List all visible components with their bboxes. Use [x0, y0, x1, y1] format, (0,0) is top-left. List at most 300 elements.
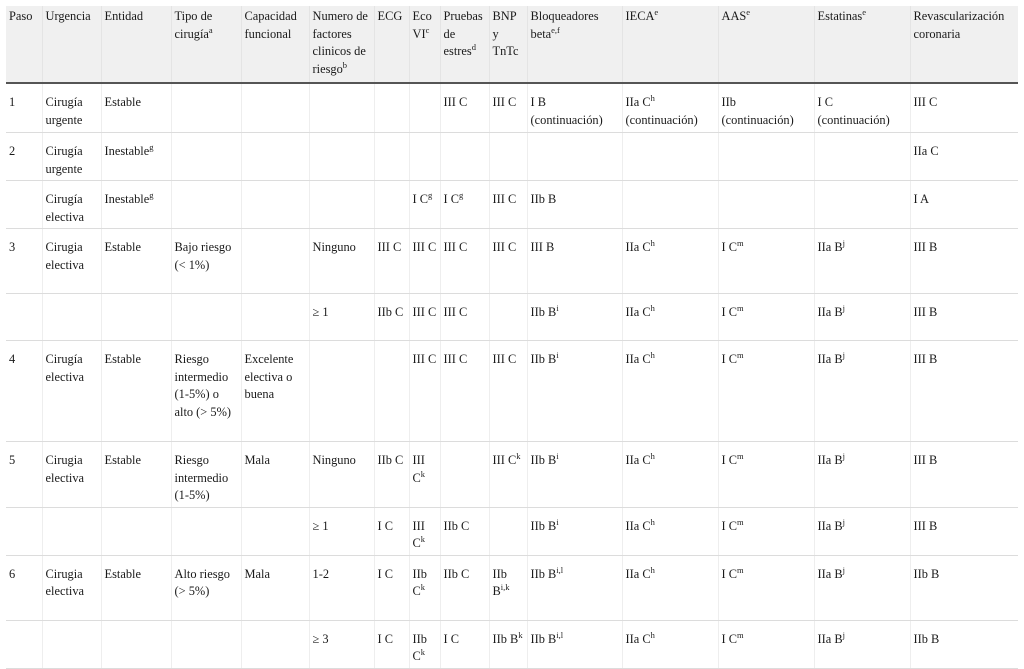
footnote-marker: h [650, 350, 655, 360]
cell-text: ≥ 1 [312, 518, 329, 533]
cell-text: IIb (continuación) [721, 95, 794, 127]
footnote-marker: g [428, 190, 433, 200]
table-cell [622, 229, 718, 294]
cell-text: IIa C [625, 518, 651, 533]
footnote-marker: e,f [551, 24, 560, 35]
table-cell [489, 181, 527, 229]
table-row [6, 555, 1018, 620]
table-cell [489, 294, 527, 341]
cell-text: III B [913, 240, 938, 254]
table-cell [171, 555, 241, 620]
table-cell [718, 294, 814, 341]
table-cell [910, 181, 1018, 229]
table-cell [718, 620, 814, 668]
cell-text: IIa B [817, 566, 843, 581]
table-cell [409, 341, 440, 442]
table-row [6, 341, 1018, 442]
footnote-marker: i [556, 516, 559, 527]
table-cell [440, 620, 489, 668]
cell-text: IIb B [530, 192, 557, 206]
cell-text: III C [443, 95, 468, 109]
footnote-marker: k [420, 647, 426, 657]
cell-text: IIb B [530, 305, 557, 319]
cell-text: III C [412, 305, 437, 319]
footnote-marker: h [650, 516, 655, 527]
cell-text: IIa C [625, 352, 651, 366]
table-cell [171, 229, 241, 294]
cell-text: Estable [104, 240, 141, 254]
cell-text: 4 [9, 352, 16, 366]
cell-text: IIb B [530, 566, 557, 581]
table-cell [309, 83, 374, 133]
table-cell [374, 341, 409, 442]
table-cell [718, 442, 814, 508]
footnote-marker: m [737, 451, 744, 461]
cell-text: Estable [104, 352, 141, 366]
cell-text: Tipo de cirugía [174, 9, 213, 41]
cell-text: III C [913, 95, 938, 109]
recommendations-table [6, 6, 1018, 669]
table-cell [622, 181, 718, 229]
table-cell [374, 555, 409, 620]
cell-text: ≥ 3 [312, 631, 329, 646]
cell-text: 6 [9, 566, 16, 581]
cell-text: 2 [9, 144, 16, 158]
cell-text: IIb B [530, 453, 557, 467]
cell-text: IIa B [817, 453, 843, 467]
cell-text: Urgencia [45, 9, 91, 23]
table-cell [910, 555, 1018, 620]
table-cell [101, 442, 171, 508]
table-cell [409, 294, 440, 341]
cell-text: III C [412, 453, 425, 485]
column-header [622, 6, 718, 83]
cell-text: IIa B [817, 305, 843, 319]
cell-text: Excelente electiva o buena [244, 352, 294, 401]
cell-text: Paso [9, 9, 33, 23]
table-cell [309, 294, 374, 341]
table-cell [374, 294, 409, 341]
table-cell [814, 294, 910, 341]
table-cell [241, 181, 309, 229]
cell-text: IIa C [625, 631, 651, 646]
cell-text: Ninguno [312, 453, 356, 467]
cell-text: 1-2 [312, 566, 330, 581]
footnote-marker: h [650, 238, 655, 248]
cell-text: Alto riesgo (> 5%) [174, 566, 230, 598]
table-cell [374, 620, 409, 668]
cell-text: I A [913, 192, 929, 206]
footnote-marker: j [842, 516, 845, 527]
table-cell [409, 133, 440, 181]
table-cell [718, 181, 814, 229]
cell-text: III C [492, 240, 517, 254]
table-cell [814, 83, 910, 133]
table-cell [489, 133, 527, 181]
table-cell [910, 133, 1018, 181]
cell-text: I B (continuación) [530, 95, 603, 127]
cell-text: Mala [244, 566, 270, 581]
table-cell [241, 555, 309, 620]
cell-text: I C [377, 518, 393, 533]
table-cell [527, 507, 622, 555]
footnote-marker: j [842, 350, 845, 360]
table-cell [910, 507, 1018, 555]
footnote-marker: h [650, 629, 655, 640]
table-cell [910, 620, 1018, 668]
cell-text: Inestable [104, 144, 150, 158]
column-header [718, 6, 814, 83]
table-cell [718, 83, 814, 133]
table-cell [814, 133, 910, 181]
cell-text: IIa C [625, 95, 651, 109]
footnote-marker: m [737, 516, 744, 527]
table-cell [814, 181, 910, 229]
column-header [241, 6, 309, 83]
footnote-marker: h [650, 451, 655, 461]
cell-text: IIb B [913, 631, 940, 646]
table-cell [527, 133, 622, 181]
table-cell [241, 294, 309, 341]
cell-text: Riesgo intermedio (1-5%) o alto (> 5%) [174, 352, 232, 419]
table-cell [171, 83, 241, 133]
table-cell [241, 620, 309, 668]
cell-text: Cirugia electiva [45, 566, 85, 598]
cell-text: I C [377, 631, 393, 646]
cell-text: Mala [244, 453, 270, 467]
table-cell [101, 507, 171, 555]
table-cell [718, 341, 814, 442]
footnote-marker: h [650, 93, 655, 103]
table-cell [42, 229, 101, 294]
table-cell [171, 133, 241, 181]
table-cell [374, 442, 409, 508]
table-cell [309, 555, 374, 620]
cell-text: III C [492, 192, 517, 206]
table-cell [622, 341, 718, 442]
cell-text: I C [377, 566, 393, 581]
table-row [6, 83, 1018, 133]
table-cell [171, 442, 241, 508]
table-cell [622, 83, 718, 133]
table-cell [910, 294, 1018, 341]
cell-text: I C [412, 192, 428, 206]
table-cell [241, 341, 309, 442]
footnote-marker: e [862, 7, 867, 17]
footnote-marker: i [556, 350, 559, 360]
table-cell [409, 229, 440, 294]
table-cell [171, 181, 241, 229]
table-cell [622, 442, 718, 508]
table-cell [440, 181, 489, 229]
cell-text: IECA [625, 9, 655, 23]
cell-text: III C [443, 305, 468, 319]
cell-text: Inestable [104, 192, 150, 206]
table-cell [814, 620, 910, 668]
cell-text: III C [412, 352, 437, 366]
table-cell [171, 294, 241, 341]
table-row [6, 133, 1018, 181]
footnote-marker: h [650, 564, 655, 575]
cell-text: III C [443, 352, 468, 366]
cell-text: IIb B [530, 352, 557, 366]
footnote-marker: m [737, 350, 744, 360]
table-cell [527, 181, 622, 229]
cell-text: IIa B [817, 352, 843, 366]
table-body [6, 83, 1018, 668]
footnote-marker: m [737, 564, 744, 575]
table-cell [409, 442, 440, 508]
cell-text: IIb C [443, 566, 470, 581]
cell-text: IIa C [625, 566, 651, 581]
column-header [101, 6, 171, 83]
cell-text: I C [721, 518, 737, 533]
table-cell [489, 620, 527, 668]
table-cell [527, 229, 622, 294]
table-cell [718, 507, 814, 555]
cell-text: I C [443, 192, 459, 206]
cell-text: ECG [377, 9, 403, 23]
table-cell [527, 294, 622, 341]
footnote-marker: h [650, 303, 655, 313]
cell-text: III C [492, 352, 517, 366]
cell-text: 3 [9, 240, 16, 254]
cell-text: 5 [9, 453, 16, 467]
table-cell [241, 507, 309, 555]
table-cell [42, 181, 101, 229]
footnote-marker: d [471, 42, 476, 52]
table-cell [440, 442, 489, 508]
cell-text: Riesgo intermedio (1-5%) [174, 453, 229, 502]
table-cell [440, 341, 489, 442]
footnote-marker: m [737, 629, 744, 640]
cell-text: Cirugía electiva [45, 192, 85, 224]
cell-text: III C [492, 95, 517, 109]
cell-text: III B [913, 518, 938, 533]
table-cell [814, 442, 910, 508]
cell-text: I C [721, 352, 737, 366]
table-cell [6, 620, 42, 668]
cell-text: I C (continuación) [817, 95, 890, 127]
table-cell [409, 620, 440, 668]
table-row [6, 229, 1018, 294]
cell-text: I C [443, 631, 459, 646]
cell-text: III B [913, 305, 938, 319]
table-cell [718, 229, 814, 294]
table-cell [101, 555, 171, 620]
table-cell [489, 507, 527, 555]
cell-text: III B [913, 352, 938, 366]
cell-text: IIb C [443, 518, 470, 533]
table-row [6, 181, 1018, 229]
table-cell [42, 133, 101, 181]
cell-text: IIb C [377, 453, 404, 467]
cell-text: IIa C [625, 453, 651, 467]
table-cell [101, 341, 171, 442]
table-row [6, 442, 1018, 508]
table-cell [171, 341, 241, 442]
table-cell [6, 555, 42, 620]
table-cell [489, 83, 527, 133]
column-header [42, 6, 101, 83]
table-cell [440, 133, 489, 181]
cell-text: Capacidad funcional [244, 9, 297, 41]
cell-text: Cirugía urgente [45, 95, 83, 127]
footnote-marker: g [149, 190, 154, 200]
cell-text: Ninguno [312, 240, 356, 254]
cell-text: Bloqueadores beta [530, 9, 599, 41]
cell-text: BNP y TnTc [492, 9, 519, 58]
table-row [6, 620, 1018, 668]
table-cell [489, 229, 527, 294]
column-header [910, 6, 1018, 83]
cell-text: I C [721, 453, 737, 467]
footnote-marker: j [842, 564, 845, 575]
footnote-marker: e [654, 7, 659, 17]
table-cell [42, 442, 101, 508]
table-cell [42, 507, 101, 555]
table-cell [622, 133, 718, 181]
cell-text: III C [443, 240, 468, 254]
table-cell [374, 229, 409, 294]
table-cell [42, 294, 101, 341]
table-cell [622, 507, 718, 555]
cell-text: Eco VI [412, 9, 432, 41]
column-header [489, 6, 527, 83]
header-row [6, 6, 1018, 83]
table-cell [309, 341, 374, 442]
cell-text: IIa B [817, 631, 843, 646]
footnote-marker: i [556, 303, 559, 313]
table-cell [440, 555, 489, 620]
footnote-marker: j [842, 629, 845, 640]
table-cell [374, 181, 409, 229]
footnote-marker: g [459, 190, 464, 200]
footnote-marker: m [737, 238, 744, 248]
footnote-marker: a [208, 24, 213, 35]
table-cell [6, 442, 42, 508]
table-cell [814, 555, 910, 620]
table-cell [171, 620, 241, 668]
table-cell [489, 555, 527, 620]
table-cell [309, 442, 374, 508]
cell-text: IIa C [625, 305, 651, 319]
table-cell [374, 133, 409, 181]
cell-text: III C [377, 240, 402, 254]
footnote-marker: k [518, 629, 523, 640]
cell-text: IIb C [412, 631, 427, 663]
table-cell [101, 294, 171, 341]
cell-text: Estatinas [817, 9, 863, 23]
table-cell [910, 442, 1018, 508]
table-cell [241, 133, 309, 181]
cell-text: III C [412, 518, 425, 550]
table-cell [440, 83, 489, 133]
cell-text: III B [530, 240, 555, 254]
cell-text: Cirugía urgente [45, 144, 83, 176]
cell-text: III C [492, 453, 517, 467]
cell-text: IIa C [913, 144, 939, 158]
table-cell [309, 620, 374, 668]
cell-text: IIb B [492, 631, 519, 646]
cell-text: Numero de factores clinicos de riesgo [312, 9, 368, 76]
table-cell [309, 507, 374, 555]
cell-text: III B [913, 453, 938, 467]
table-cell [718, 133, 814, 181]
table-row [6, 507, 1018, 555]
cell-text: AAS [721, 9, 747, 23]
cell-text: Estable [104, 453, 141, 467]
column-header [814, 6, 910, 83]
cell-text: I C [721, 305, 737, 319]
column-header [171, 6, 241, 83]
footnote-marker: j [842, 451, 845, 461]
footnote-marker: i,k [500, 582, 510, 592]
footnote-marker: k [420, 468, 426, 479]
footnote-marker: i,l [556, 629, 564, 640]
table-cell [440, 229, 489, 294]
table-cell [6, 294, 42, 341]
footnote-marker: m [737, 303, 744, 313]
table-cell [409, 555, 440, 620]
table-cell [489, 442, 527, 508]
cell-text: Bajo riesgo (< 1%) [174, 240, 232, 272]
table-cell [42, 620, 101, 668]
cell-text: IIb B [530, 631, 557, 646]
footnote-marker: e [746, 7, 751, 17]
cell-text: IIa B [817, 518, 843, 533]
column-header [440, 6, 489, 83]
table-cell [374, 83, 409, 133]
table-cell [42, 555, 101, 620]
table-cell [409, 83, 440, 133]
table-cell [409, 181, 440, 229]
table-cell [910, 229, 1018, 294]
table-cell [6, 341, 42, 442]
cell-text: Revascularización coronaria [913, 9, 1005, 41]
table-cell [440, 507, 489, 555]
table-cell [527, 555, 622, 620]
cell-text: ≥ 1 [312, 305, 329, 319]
column-header [409, 6, 440, 83]
table-cell [42, 341, 101, 442]
table-cell [527, 620, 622, 668]
cell-text: Estable [104, 95, 141, 109]
cell-text: 1 [9, 95, 16, 109]
table-cell [309, 181, 374, 229]
footnote-marker: k [420, 534, 426, 544]
cell-text: IIb B [530, 518, 557, 533]
table-cell [6, 507, 42, 555]
cell-text: Cirugia electiva [45, 453, 85, 485]
table-cell [718, 555, 814, 620]
table-cell [241, 83, 309, 133]
table-row [6, 294, 1018, 341]
table-cell [6, 83, 42, 133]
cell-text: IIa B [817, 240, 843, 254]
cell-text: IIb B [913, 566, 940, 581]
footnote-marker: c [425, 24, 430, 35]
table-cell [409, 507, 440, 555]
table-header [6, 6, 1018, 83]
cell-text: Estable [104, 566, 141, 581]
table-cell [622, 294, 718, 341]
footnote-marker: i,l [556, 564, 564, 575]
table-cell [42, 83, 101, 133]
table-cell [814, 507, 910, 555]
table-cell [622, 620, 718, 668]
cell-text-continued: (continuación) [625, 112, 698, 127]
